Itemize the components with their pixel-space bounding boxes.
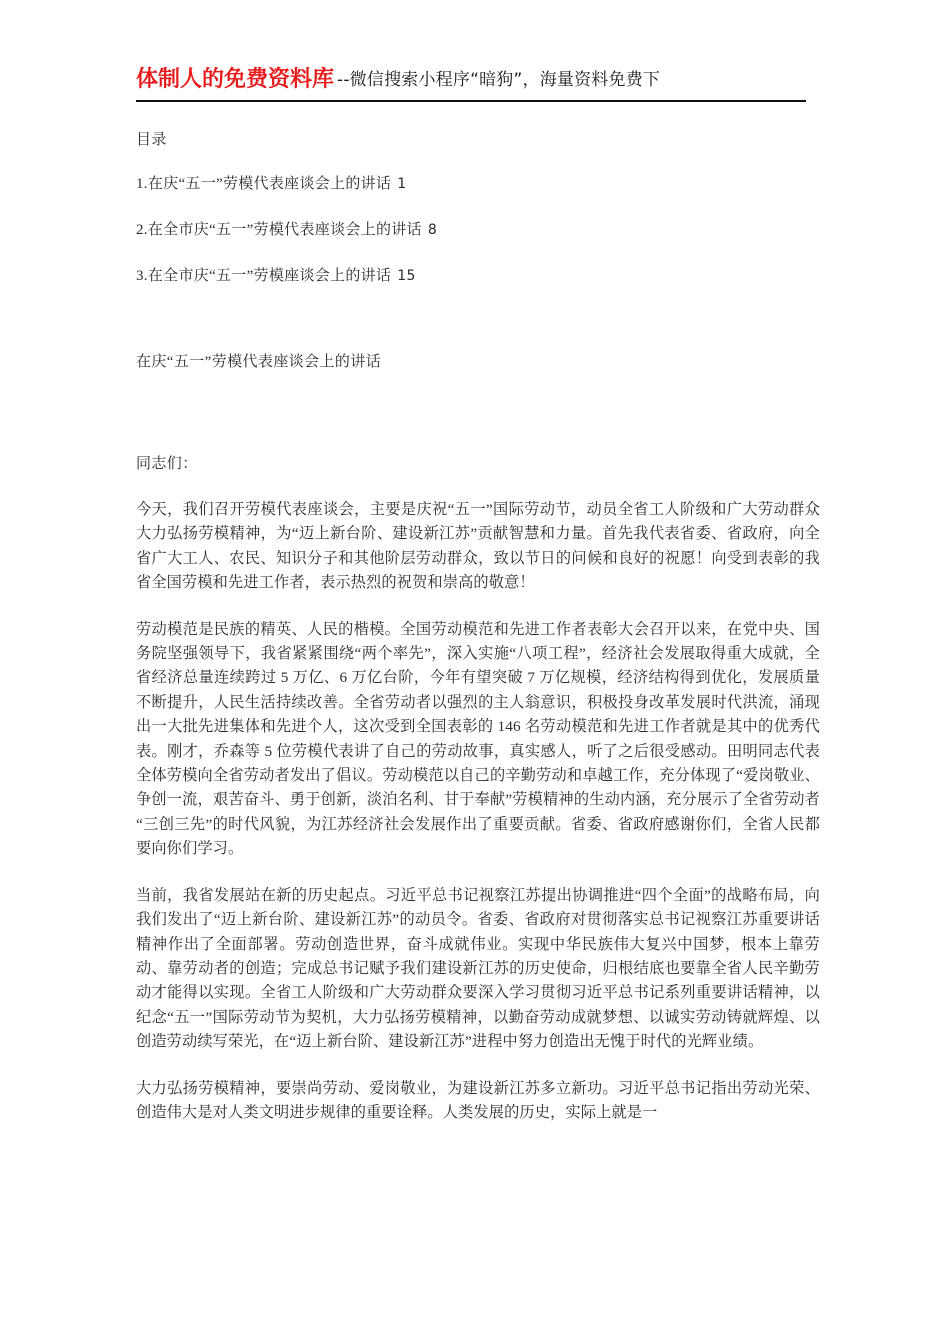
body-paragraph: 大力弘扬劳模精神，要崇尚劳动、爱岗敬业，为建设新江苏多立新功。习近平总书记指出劳动光荣、创造伟大是对人类文明进步规律的重要诠释。人类发展的历史，实际上就是一: [136, 1079, 820, 1121]
body-paragraph: 劳动模范是民族的精英、人民的楷模。全国劳动模范和先进工作者表彰大会召开以来，在党中央、国务院坚强领导下，我省紧紧围绕“两个率先”，深入实施“八项工程”，经济社会发展取得重大成就，全省经济总量连续跨过 5 万亿、6 万亿台阶，今年有望突破 7 万亿规模，经济结构得到优化，发展质量不断提升，人民生活持续改善。全省劳动者以强烈的主人翁意识，积极投身改革发展时代洪流，涌现出一大批先进集体和先进个人，这次受到全国表彰的 146 名劳动模范和先进工作者就是其中的优秀代表。刚才，乔森等 5 位劳模代表讲了自己的劳动故事，真实感人，听了之后很受感动。田明同志代表全体劳模向全省劳动者发出了倡议。劳动模范以自己的辛勤劳动和卓越工作，充分体现了“爱岗敬业、争创一流，艰苦奋斗、勇于创新，淡泊名利、甘于奉献”劳模精神的生动内涵，充分展示了全省劳动者“三创三先”的时代风貌，为江苏经济社会发展作出了重要贡献。省委、省政府感谢你们，全省人民都要向你们学习。: [136, 620, 820, 858]
promo-brand-text: 体制人的免费资料库: [136, 67, 335, 92]
promo-tagline-text: --微信搜索小程序“暗狗”，海量资料免费下: [337, 69, 661, 90]
toc-entry-title: 1.在庆“五一”劳模代表座谈会上的讲话: [136, 176, 392, 192]
header-divider-rule: [136, 100, 806, 102]
toc-entry-page: 8: [427, 222, 438, 238]
toc-entry-page: 15: [397, 268, 416, 284]
body-paragraph: 当前，我省发展站在新的历史起点。习近平总书记视察江苏提出协调推进“四个全面”的战略布局，向我们发出了“迈上新台阶、建设新江苏”的动员令。省委、省政府对贯彻落实总书记视察江苏重要讲话精神作出了全面部署。劳动创造世界，奋斗成就伟业。实现中华民族伟大复兴中国梦，根本上靠劳动、靠劳动者的创造；完成总书记赋予我们建设新江苏的历史使命，归根结底也要靠全省人民辛勤劳动才能得以实现。全省工人阶级和广大劳动群众要深入学习贯彻习近平总书记系列重要讲话精神，以纪念“五一”国际劳动节为契机，大力弘扬劳模精神，以勤奋劳动成就梦想、以诚实劳动铸就辉煌、以创造劳动续写荣光，在“迈上新台阶、建设新江苏”进程中努力创造出无愧于时代的光辉业绩。: [136, 886, 820, 1051]
document-title: 在庆“五一”劳模代表座谈会上的讲话: [136, 354, 382, 370]
toc-entry[interactable]: [136, 218, 820, 242]
toc-entry-title: 2.在全市庆“五一”劳模代表座谈会上的讲话: [136, 222, 422, 238]
promo-header-banner: [136, 62, 806, 98]
salutation-line: 同志们：: [136, 456, 198, 472]
toc-heading: 目录: [136, 132, 167, 148]
body-paragraph: 今天，我们召开劳模代表座谈会，主要是庆祝“五一”国际劳动节，动员全省工人阶级和广大劳动群众大力弘扬劳模精神，为“迈上新台阶、建设新江苏”贡献智慧和力量。首先我代表省委、省政府，向全省广大工人、农民、知识分子和其他阶层劳动群众，致以节日的问候和良好的祝愿！向受到表彰的我省全国劳模和先进工作者，表示热烈的祝贺和崇高的敬意！: [136, 501, 820, 592]
toc-entry[interactable]: [136, 264, 820, 288]
toc-entry[interactable]: [136, 172, 820, 196]
toc-entry-page: 1: [397, 176, 407, 192]
toc-list: [136, 172, 820, 310]
toc-entry-title: 3.在全市庆“五一”劳模座谈会上的讲话: [136, 268, 392, 284]
body-text-container: [136, 498, 820, 1125]
